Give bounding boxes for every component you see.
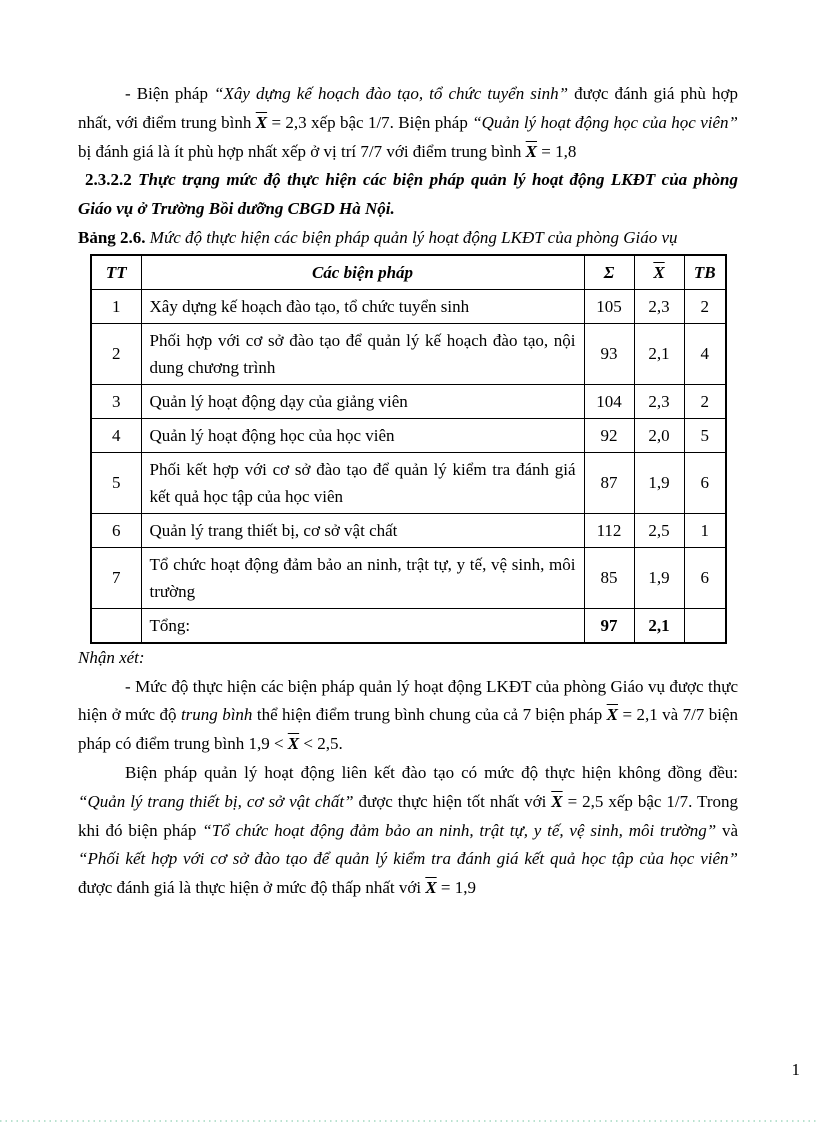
header-measures: Các biện pháp [141,255,584,290]
table-row [91,418,726,452]
table-row [91,513,726,547]
cell-xbar: 2,1 [634,323,684,384]
cell-tb: 4 [684,323,726,384]
cell-tt: 6 [91,513,141,547]
cell-measure: Quản lý hoạt động học của học viên [141,418,584,452]
measures-table [90,254,727,644]
cell-measure: Tổ chức hoạt động đảm bảo an ninh, trật tự, y tế, vệ sinh, môi trường [141,547,584,608]
cell-tb: 6 [684,547,726,608]
cell-xbar: 2,3 [634,289,684,323]
total-tb [684,608,726,643]
cell-measure: Xây dựng kế hoạch đào tạo, tổ chức tuyển sinh [141,289,584,323]
cell-tt: 2 [91,323,141,384]
cell-sigma: 92 [584,418,634,452]
table-row [91,547,726,608]
page-number: 1 [791,1060,800,1080]
table-body [91,289,726,608]
cell-tt: 5 [91,452,141,513]
total-sigma: 97 [584,608,634,643]
x-bar-symbol: $\overline{X}$ [551,791,563,811]
table-row [91,289,726,323]
cell-tt: 4 [91,418,141,452]
comment-paragraph-1: - Mức độ thực hiện các biện pháp quản lý hoạt động LKĐT của phòng Giáo vụ được thực hiện ở mức độ trung bình thể hiện điểm trung bình chung của cả 7 biện pháp $\overline{X} = 2,1$ và 7/7 biện pháp có điểm trung bình $1,9 < \overline{X} < 2,5$. [78,676,738,754]
header-sigma: Σ [584,255,634,290]
cell-sigma: 85 [584,547,634,608]
cell-tb: 5 [684,418,726,452]
cell-sigma: 104 [584,384,634,418]
header-tt: TT [91,255,141,290]
x-bar-symbol: $\overline{X}$ [425,878,437,898]
x-bar-symbol: $\overline{X}$ [653,262,665,282]
table-caption: Bảng 2.6. Mức độ thực hiện các biện pháp quản lý hoạt động LKĐT của phòng Giáo vụ [78,227,678,247]
x-bar-symbol: $\overline{X}$ [525,141,538,161]
table-header-row [91,255,726,290]
table-row [91,323,726,384]
bottom-dotted-line [0,1120,816,1122]
cell-tt: 1 [91,289,141,323]
cell-tb: 6 [684,452,726,513]
cell-measure: Quản lý hoạt động dạy của giảng viên [141,384,584,418]
cell-tt: 7 [91,547,141,608]
total-label: Tổng: [141,608,584,643]
intro-paragraph: - Biện pháp “Xây dựng kế hoạch đào tạo, tổ chức tuyển sinh” được đánh giá phù hợp nhất, với điểm trung bình $\overline{X} = 2,3$ xếp bậc 1/7. Biện pháp “Quản lý hoạt động học của học viên” bị đánh giá là ít phù hợp nhất xếp ở vị trí 7/7 với điểm trung bình $\overline{X} = 1,8$ [78,84,738,161]
cell-xbar: 2,5 [634,513,684,547]
header-xbar [634,255,684,290]
cell-tb: 1 [684,513,726,547]
cell-xbar: 1,9 [634,547,684,608]
header-tb: TB [684,255,726,290]
cell-measure: Phối hợp với cơ sở đào tạo để quản lý kế hoạch đào tạo, nội dung chương trình [141,323,584,384]
nhan-xet-label: Nhận xét: [78,647,145,667]
cell-measure: Quản lý trang thiết bị, cơ sở vật chất [141,513,584,547]
cell-sigma: 112 [584,513,634,547]
cell-xbar: 2,3 [634,384,684,418]
comment-paragraph-2: Biện pháp quản lý hoạt động liên kết đào tạo có mức độ thực hiện không đồng đều: “Quản lý trang thiết bị, cơ sở vật chất” được thực hiện tốt nhất với $\overline{X} = 2,5$ xếp bậc 1/7. Trong khi đó biện pháp “Tổ chức hoạt động đảm bảo an ninh, trật tự, y tế, vệ sinh, môi trường” và “Phối kết hợp với cơ sở đào tạo để quản lý kiểm tra đánh giá kết quả học tập của học viên” được đánh giá là thực hiện ở mức độ thấp nhất với $\overline{X} = 1,9$ [78,762,739,898]
x-bar-symbol: $\overline{X}$ [606,705,619,725]
cell-tb: 2 [684,289,726,323]
cell-tb: 2 [684,384,726,418]
table-row [91,384,726,418]
total-xbar: 2,1 [634,608,684,643]
table-row [91,452,726,513]
cell-measure: Phối kết hợp với cơ sở đào tạo để quản lý kiểm tra đánh giá kết quả học tập của học viên [141,452,584,513]
cell-xbar: 1,9 [634,452,684,513]
section-heading: 2.3.2.2 Thực trạng mức độ thực hiện các biện pháp quản lý hoạt động LKĐT của phòng Giáo vụ ở Trường Bồi dưỡng CBGD Hà Nội. [78,170,738,219]
cell-xbar: 2,0 [634,418,684,452]
x-bar-symbol: $\overline{X}$ [287,734,300,754]
cell-sigma: 87 [584,452,634,513]
cell-tt: 3 [91,384,141,418]
cell-sigma: 93 [584,323,634,384]
x-bar-symbol: $\overline{X}$ [255,112,268,132]
cell-sigma: 105 [584,289,634,323]
table-total-row [91,608,726,643]
total-empty-cell [91,608,141,643]
